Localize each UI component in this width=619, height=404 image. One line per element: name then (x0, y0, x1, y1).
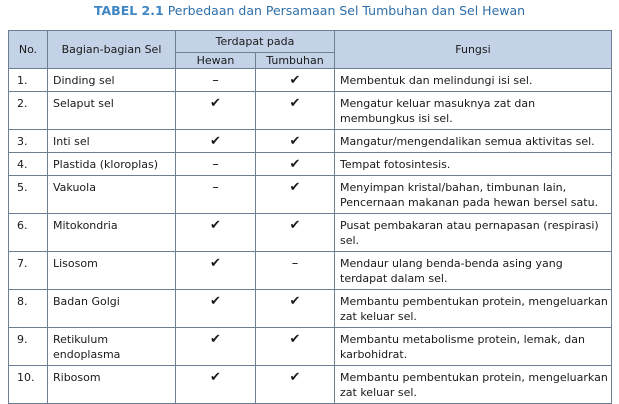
row-function: Membantu pembentukan protein, mengeluarkan zat keluar sel. (335, 290, 612, 328)
row-part: Plastida (kloroplas) (48, 153, 176, 176)
row-number: 10. (9, 366, 48, 404)
row-plant-mark: ✔ (256, 328, 335, 366)
row-animal-mark: ✔ (176, 92, 256, 130)
row-part: Mitokondria (48, 214, 176, 252)
row-function: Mendaur ulang benda-benda asing yang terdapat dalam sel. (335, 252, 612, 290)
header-animal: Hewan (176, 53, 256, 69)
row-number: 4. (9, 153, 48, 176)
header-no: No. (9, 31, 48, 69)
row-part: Dinding sel (48, 69, 176, 92)
table-row (9, 176, 612, 214)
row-plant-mark: ✔ (256, 69, 335, 92)
row-animal-mark: ✔ (176, 130, 256, 153)
row-part: Inti sel (48, 130, 176, 153)
row-animal-mark: ✔ (176, 328, 256, 366)
row-function: Tempat fotosintesis. (335, 153, 612, 176)
row-plant-mark: ✔ (256, 153, 335, 176)
row-plant-mark: ✔ (256, 366, 335, 404)
table-row (9, 153, 612, 176)
header-plant: Tumbuhan (256, 53, 335, 69)
table-row (9, 328, 612, 366)
row-plant-mark: ✔ (256, 130, 335, 153)
row-number: 3. (9, 130, 48, 153)
row-plant-mark: ✔ (256, 92, 335, 130)
row-number: 5. (9, 176, 48, 214)
row-part: Selaput sel (48, 92, 176, 130)
row-animal-mark: ✔ (176, 214, 256, 252)
cell-comparison-table (8, 30, 612, 404)
row-plant-mark: ✔ (256, 176, 335, 214)
row-part: Vakuola (48, 176, 176, 214)
row-number: 6. (9, 214, 48, 252)
caption-label: TABEL 2.1 (93, 3, 164, 18)
table-row (9, 92, 612, 130)
row-animal-mark: – (176, 176, 256, 214)
row-number: 7. (9, 252, 48, 290)
header-row (9, 31, 612, 53)
row-plant-mark: – (256, 252, 335, 290)
row-function: Mangatur/mengendalikan semua aktivitas sel. (335, 130, 612, 153)
row-animal-mark: ✔ (176, 252, 256, 290)
table-caption (0, 3, 619, 19)
caption-text: Perbedaan dan Persamaan Sel Tumbuhan dan Sel Hewan (167, 3, 526, 18)
table-row (9, 69, 612, 92)
row-animal-mark: – (176, 69, 256, 92)
table-row (9, 290, 612, 328)
row-function: Mengatur keluar masuknya zat dan membungkus isi sel. (335, 92, 612, 130)
row-animal-mark: – (176, 153, 256, 176)
row-number: 9. (9, 328, 48, 366)
row-animal-mark: ✔ (176, 366, 256, 404)
table-row (9, 214, 612, 252)
row-plant-mark: ✔ (256, 214, 335, 252)
header-presence: Terdapat pada (176, 31, 335, 53)
row-part: Ribosom (48, 366, 176, 404)
row-function: Pusat pembakaran atau pernapasan (respirasi) sel. (335, 214, 612, 252)
row-animal-mark: ✔ (176, 290, 256, 328)
table-row (9, 130, 612, 153)
table-row (9, 252, 612, 290)
header-function: Fungsi (335, 31, 612, 69)
header-part: Bagian-bagian Sel (48, 31, 176, 69)
row-plant-mark: ✔ (256, 290, 335, 328)
row-number: 2. (9, 92, 48, 130)
table-row (9, 366, 612, 404)
row-number: 1. (9, 69, 48, 92)
row-part: Retikulum endoplasma (48, 328, 176, 366)
row-function: Membantu pembentukan protein, mengeluarkan zat keluar sel. (335, 366, 612, 404)
row-part: Badan Golgi (48, 290, 176, 328)
row-number: 8. (9, 290, 48, 328)
row-part: Lisosom (48, 252, 176, 290)
row-function: Membantu metabolisme protein, lemak, dan karbohidrat. (335, 328, 612, 366)
row-function: Membentuk dan melindungi isi sel. (335, 69, 612, 92)
row-function: Menyimpan kristal/bahan, timbunan lain, Pencernaan makanan pada hewan bersel satu. (335, 176, 612, 214)
